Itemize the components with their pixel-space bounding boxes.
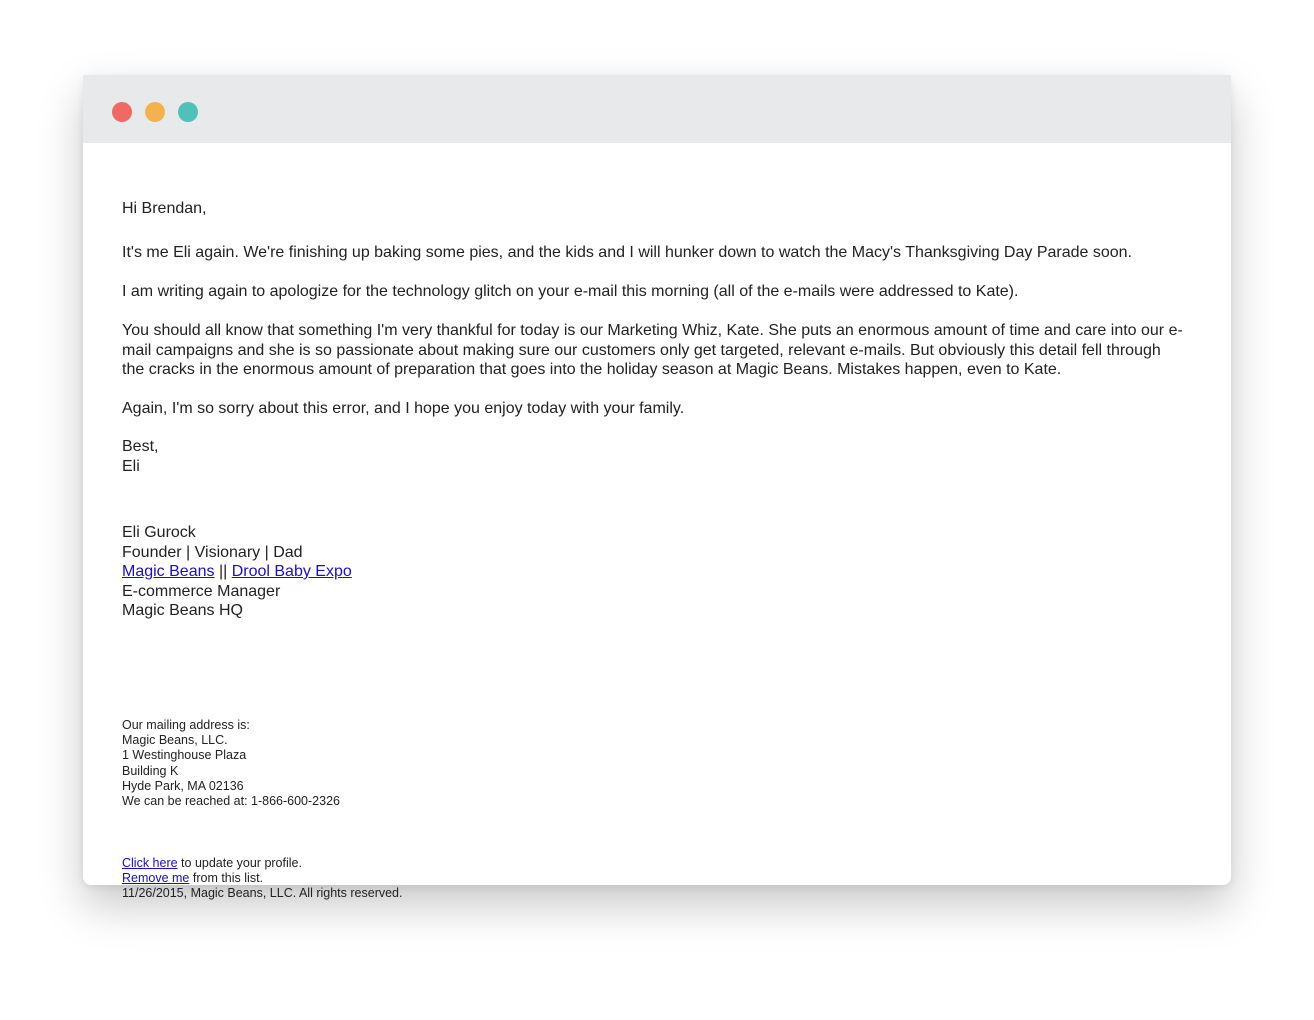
signature-name: Eli Gurock [122,524,196,541]
minimize-window-button[interactable] [145,102,165,122]
close-window-button[interactable] [112,102,132,122]
email-paragraph-4: Again, I'm so sorry about this error, and I hope you enjoy today with your family. [122,400,685,417]
email-signature [122,523,352,621]
company-name: Magic Beans, LLC. [122,733,228,748]
signature-title: Founder | Visionary | Dad [122,543,303,561]
address-line-1: 1 Westinghouse Plaza [122,748,247,763]
contact-phone: We can be reached at: 1-866-600-2326 [122,794,340,809]
browser-window [83,75,1231,901]
email-closing [122,437,158,476]
signature-links [122,562,352,582]
update-profile-line [122,856,402,871]
click-here-link[interactable]: Click here [122,856,178,870]
remove-me-link[interactable]: Remove me [122,871,190,886]
email-paragraph-2: I am writing again to apologize for the technology glitch on your e-mail this morning (all of the e-mails were addressed to Kate). [122,283,1019,300]
email-footer [122,856,402,902]
signature-role: E-commerce Manager [122,582,281,600]
email-greeting: Hi Brendan, [122,200,207,217]
signature-separator: || [214,563,232,580]
address-line-2: Building K [122,763,179,778]
drool-baby-expo-link[interactable]: Drool Baby Expo [231,563,352,580]
unsubscribe-text: from this list. [189,871,264,886]
unsubscribe-line [122,871,402,886]
window-titlebar [83,75,1231,143]
email-body [122,143,1183,901]
address-city: Hyde Park, MA 02136 [122,778,244,793]
closing-line: Best, [122,438,159,455]
email-paragraph-1: It's me Eli again. We're finishing up baking some pies, and the kids and I will hunker down to watch the Macy's Thanksgiving Day Parade soon. [122,244,1132,261]
mailing-address [122,718,340,809]
email-paragraph-3: You should all know that something I'm very thankful for today is our Marketing Whiz, Kate. She puts an enormous amount of time and care into our e-mail campaigns and she is so passionate about making sure our customers only get targeted, relevant e-mails. But obviously this detail fell through the cracks in the enormous amount of preparation that goes into the holiday season at Magic Beans. Mistakes happen, even to Kate. [122,322,1183,378]
signature-org: Magic Beans HQ [122,602,243,619]
magic-beans-link[interactable]: Magic Beans [122,563,215,580]
maximize-window-button[interactable] [178,102,198,122]
copyright: 11/26/2015, Magic Beans, LLC. All rights reserved. [122,886,403,901]
mailing-label: Our mailing address is: [122,718,250,732]
closing-name: Eli [122,457,140,475]
update-profile-text: to update your profile. [177,856,302,870]
